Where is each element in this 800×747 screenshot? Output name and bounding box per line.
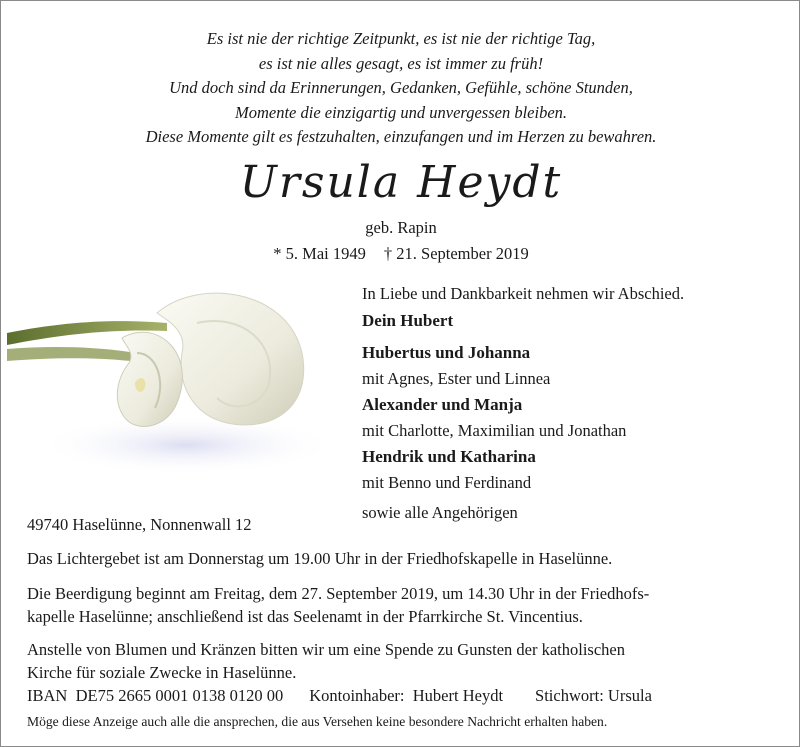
donation-line: Kirche für soziale Zwecke in Haselünne. (27, 663, 297, 682)
birth-date: * 5. Mai 1949 (273, 244, 366, 263)
account-holder: Kontoinhaber: Hubert Heydt (309, 686, 504, 705)
bank-details (27, 684, 777, 707)
mourner-children: mit Charlotte, Maximilian und Jonathan (362, 421, 627, 440)
mourner-name: Dein Hubert (362, 311, 454, 330)
poem-line: Und doch sind da Erinnerungen, Gedanken, Gefühle, schöne Stunden, (169, 78, 633, 97)
address: 49740 Haselünne, Nonnenwall 12 (27, 515, 252, 534)
poem-line: Momente die einzigartig und unvergessen bleiben. (234, 102, 568, 122)
mourner-children: mit Benno und Ferdinand (362, 473, 532, 492)
poem (1, 27, 800, 150)
funeral-paragraph (27, 582, 777, 628)
mourner-name: Hendrik und Katharina (362, 447, 536, 466)
mourners-list (362, 281, 782, 525)
death-date: † 21. September 2019 (383, 244, 529, 263)
deceased-name: Ursula Heydt (239, 157, 563, 208)
farewell-line: In Liebe und Dankbarkeit nehmen wir Abschied. (362, 284, 685, 303)
life-dates (1, 244, 800, 264)
relatives-line: sowie alle Angehörigen (362, 503, 518, 522)
mourner-name: Hubertus und Johanna (362, 343, 531, 362)
prayer-paragraph: Das Lichtergebet ist am Donnerstag um 19.00 Uhr in der Friedhofskapelle in Haselünne. (27, 549, 613, 568)
mourner-name: Alexander und Manja (362, 395, 523, 414)
iban: IBAN DE75 2665 0001 0138 0120 00 (27, 686, 284, 705)
calla-lily-image (7, 283, 347, 483)
poem-line: Es ist nie der richtige Zeitpunkt, es ist nie der richtige Tag, (206, 29, 596, 48)
footer-note: Möge diese Anzeige auch alle die ansprechen, die aus Versehen keine besondere Nachricht erhalten haben. (27, 714, 608, 729)
poem-line: es ist nie alles gesagt, es ist immer zu früh! (258, 53, 544, 73)
donation-paragraph (27, 638, 777, 684)
birth-name: geb. Rapin (365, 218, 437, 237)
donation-line: Anstelle von Blumen und Kränzen bitten wir um eine Spende zu Gunsten der katholischen (27, 640, 625, 659)
funeral-line: Die Beerdigung beginnt am Freitag, dem 27. September 2019, um 14.30 Uhr in der Friedhofs- (27, 584, 650, 603)
funeral-line: kapelle Haselünne; anschließend ist das Seelenamt in der Pfarrkirche St. Vincentius. (27, 607, 583, 626)
mourner-children: mit Agnes, Ester und Linnea (362, 369, 551, 388)
donation-keyword: Stichwort: Ursula (535, 686, 652, 705)
poem-line: Diese Momente gilt es festzuhalten, einzufangen und im Herzen zu bewahren. (145, 127, 657, 146)
